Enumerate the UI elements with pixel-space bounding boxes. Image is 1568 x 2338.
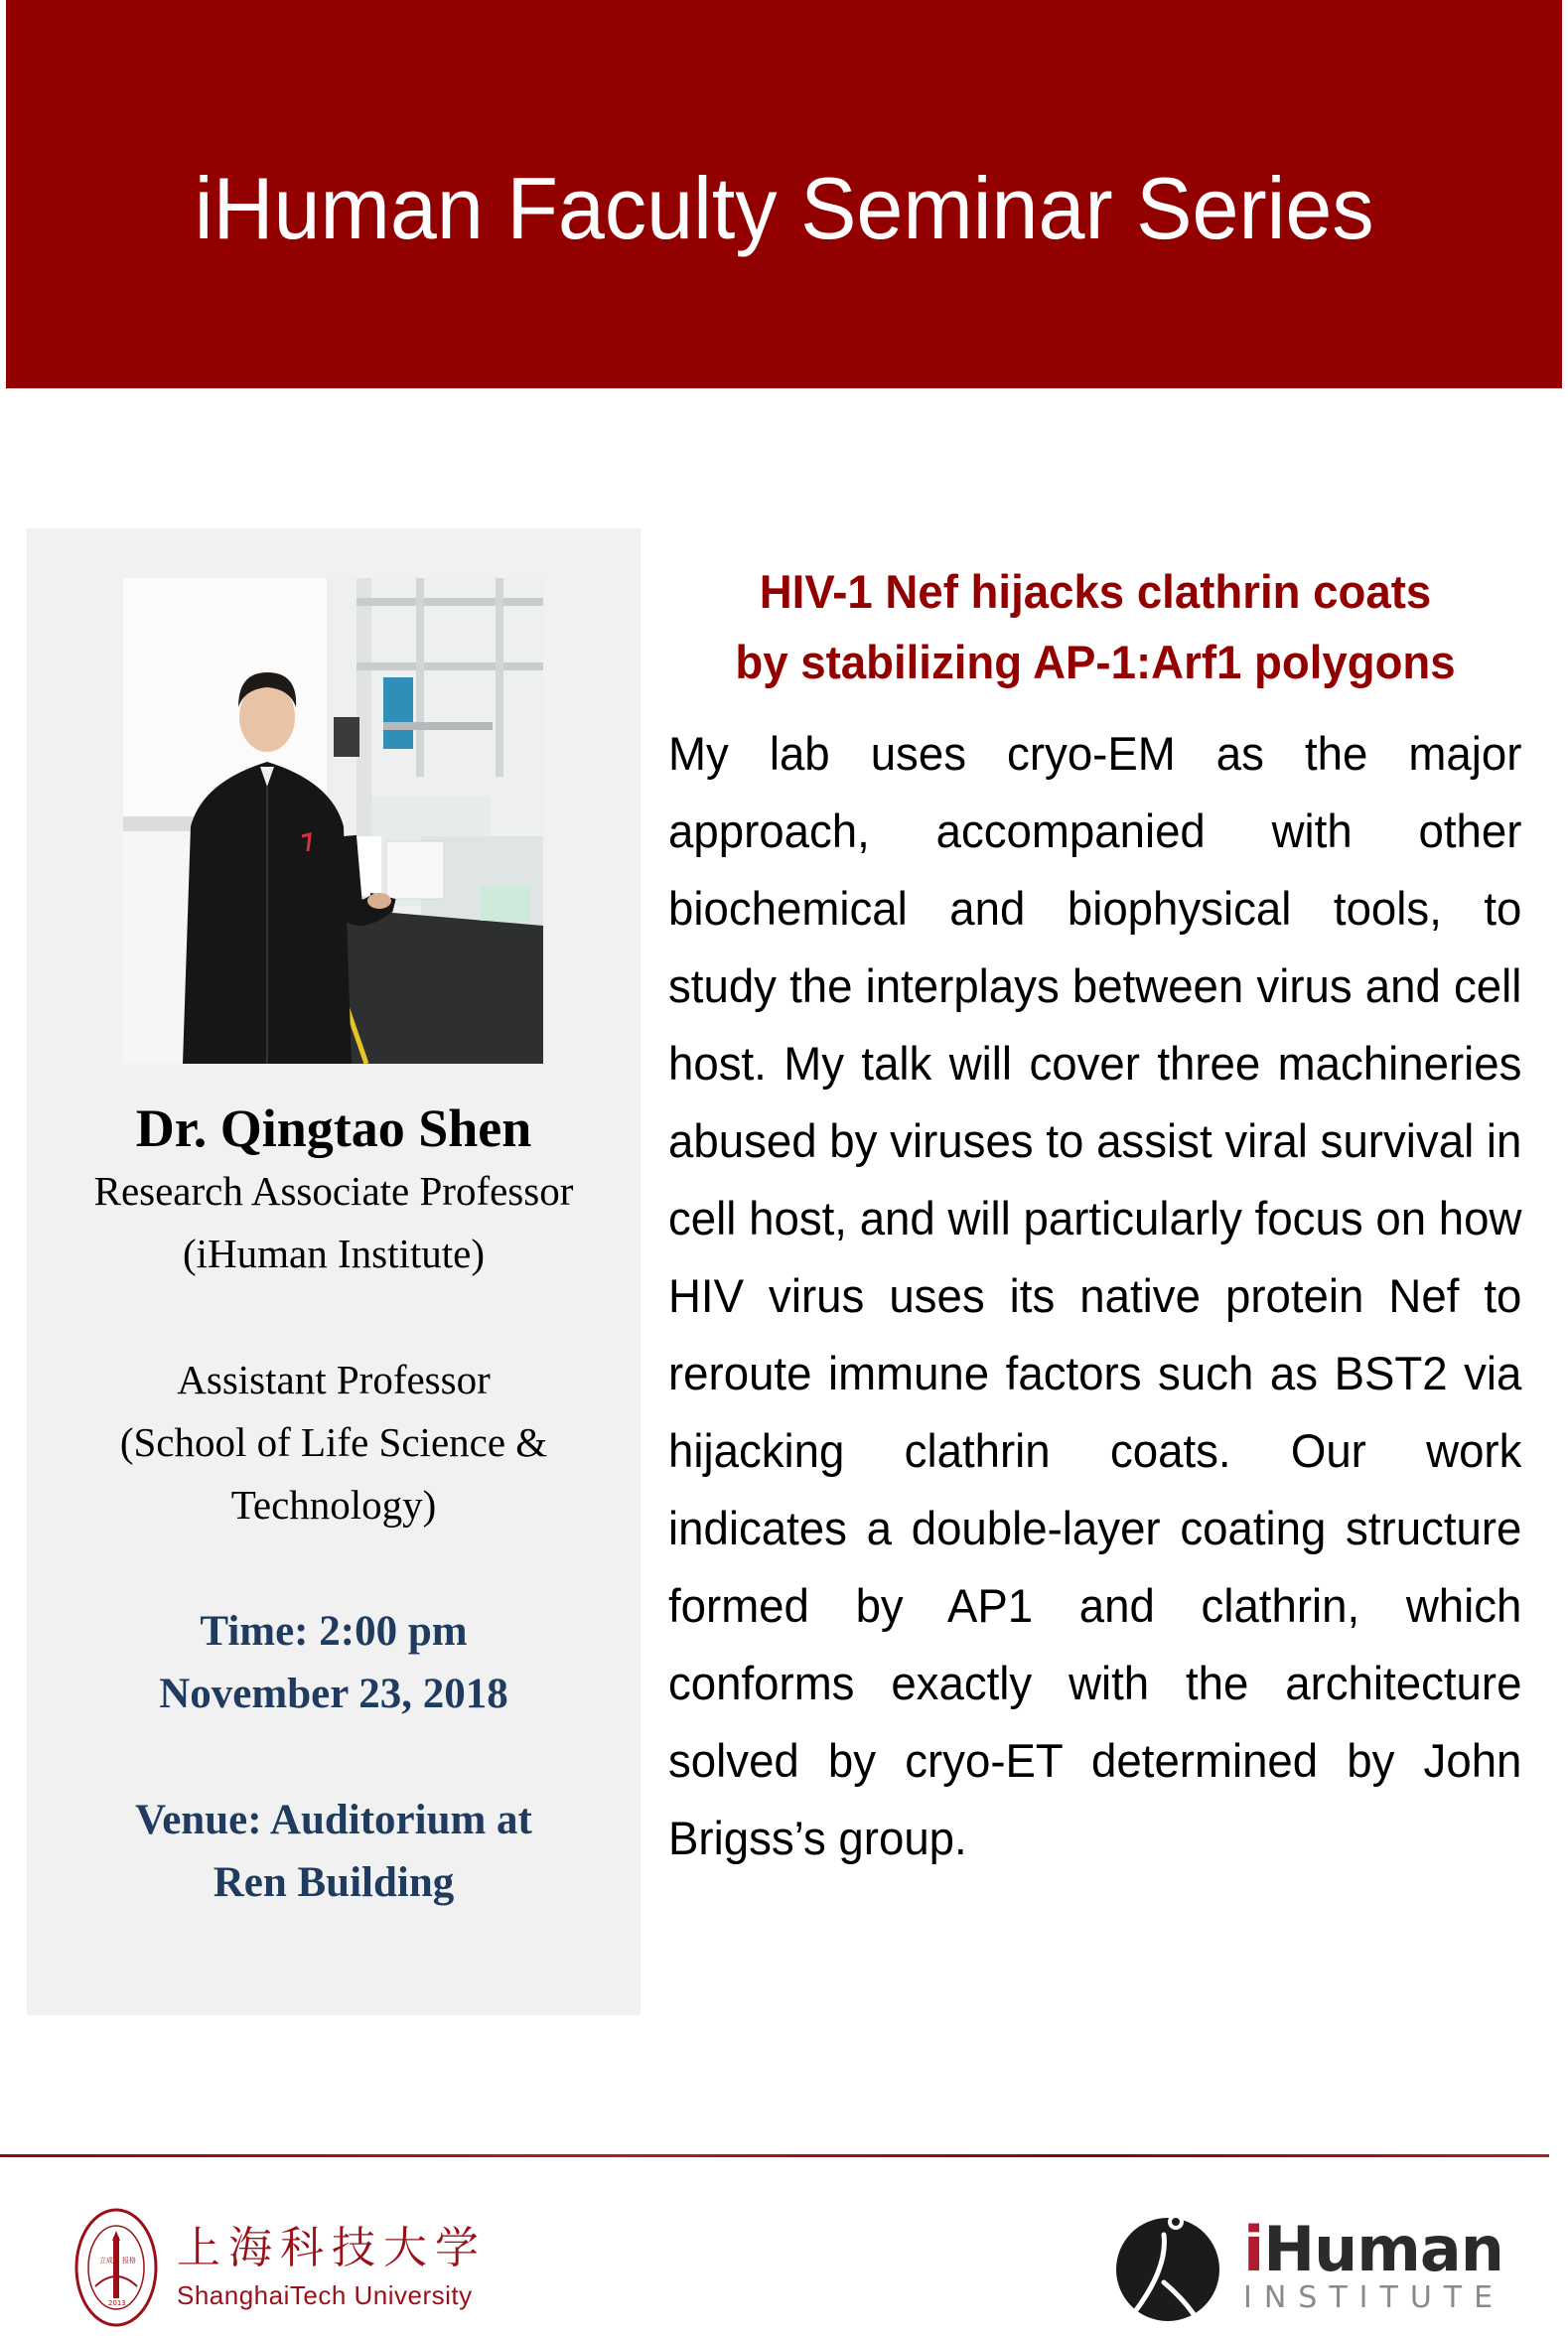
ihuman-logo bbox=[1114, 2213, 1504, 2322]
page-title: iHuman Faculty Seminar Series bbox=[194, 158, 1374, 257]
svg-text:2013: 2013 bbox=[108, 2299, 126, 2307]
shanghaitech-seal-icon bbox=[73, 2207, 159, 2328]
speaker-panel bbox=[27, 528, 641, 2015]
talk-title bbox=[681, 556, 1509, 697]
shanghaitech-name-en: ShanghaiTech University bbox=[177, 2280, 473, 2310]
speaker-info bbox=[27, 1096, 641, 1914]
event-time: Time: 2:00 pm bbox=[200, 1608, 468, 1655]
svg-text:立成: 立成 bbox=[99, 2257, 113, 2265]
speaker-role-2-affiliation-cont: Technology) bbox=[230, 1482, 437, 1528]
talk-abstract: My lab uses cryo-EM as the major approach, accompanied with other biochemical and biophysical tools, to study the interplays between virus and cell host. My talk will cover three machineries abused by viruses to assist viral survival in cell host, and will particularly focus on how HIV virus uses its native protein Nef to reroute immune factors such as BST2 via hijacking clathrin coats. Our work indicates a double-layer coating structure formed by AP1 and clathrin, which conforms exactly with the architecture solved by cryo-ET determined by John Brigss’s group. bbox=[668, 727, 1522, 1864]
header-banner bbox=[6, 0, 1562, 388]
shanghaitech-logo bbox=[73, 2207, 487, 2328]
ihuman-subtitle: INSTITUTE bbox=[1243, 2280, 1505, 2315]
shanghaitech-wordmark bbox=[177, 2223, 487, 2312]
speaker-name: Dr. Qingtao Shen bbox=[135, 1098, 532, 1158]
ihuman-word: iHuman bbox=[1243, 2213, 1503, 2285]
speaker-photo bbox=[123, 578, 543, 1064]
talk-title-line-2: by stabilizing AP-1:Arf1 polygons bbox=[735, 636, 1456, 688]
event-venue-cont: Ren Building bbox=[213, 1859, 455, 1906]
event-date: November 23, 2018 bbox=[159, 1671, 508, 1717]
speaker-role-2-title: Assistant Professor bbox=[177, 1357, 491, 1402]
speaker-role-1-title: Research Associate Professor bbox=[93, 1168, 574, 1214]
event-venue: Venue: Auditorium at bbox=[135, 1797, 532, 1843]
speaker-role-2-affiliation: (School of Life Science & bbox=[119, 1419, 548, 1465]
shanghaitech-name-cn: 上海科技大学 bbox=[177, 2223, 487, 2273]
speaker-role-1-affiliation: (iHuman Institute) bbox=[182, 1231, 486, 1276]
talk-title-line-1: HIV-1 Nef hijacks clathrin coats bbox=[759, 565, 1432, 618]
talk-section bbox=[668, 556, 1522, 1877]
ihuman-circle-icon bbox=[1114, 2213, 1221, 2322]
footer-divider bbox=[0, 2154, 1549, 2157]
ihuman-wordmark bbox=[1243, 2213, 1505, 2315]
portrait-image-icon bbox=[123, 578, 543, 1064]
svg-text:报格: 报格 bbox=[122, 2257, 136, 2265]
